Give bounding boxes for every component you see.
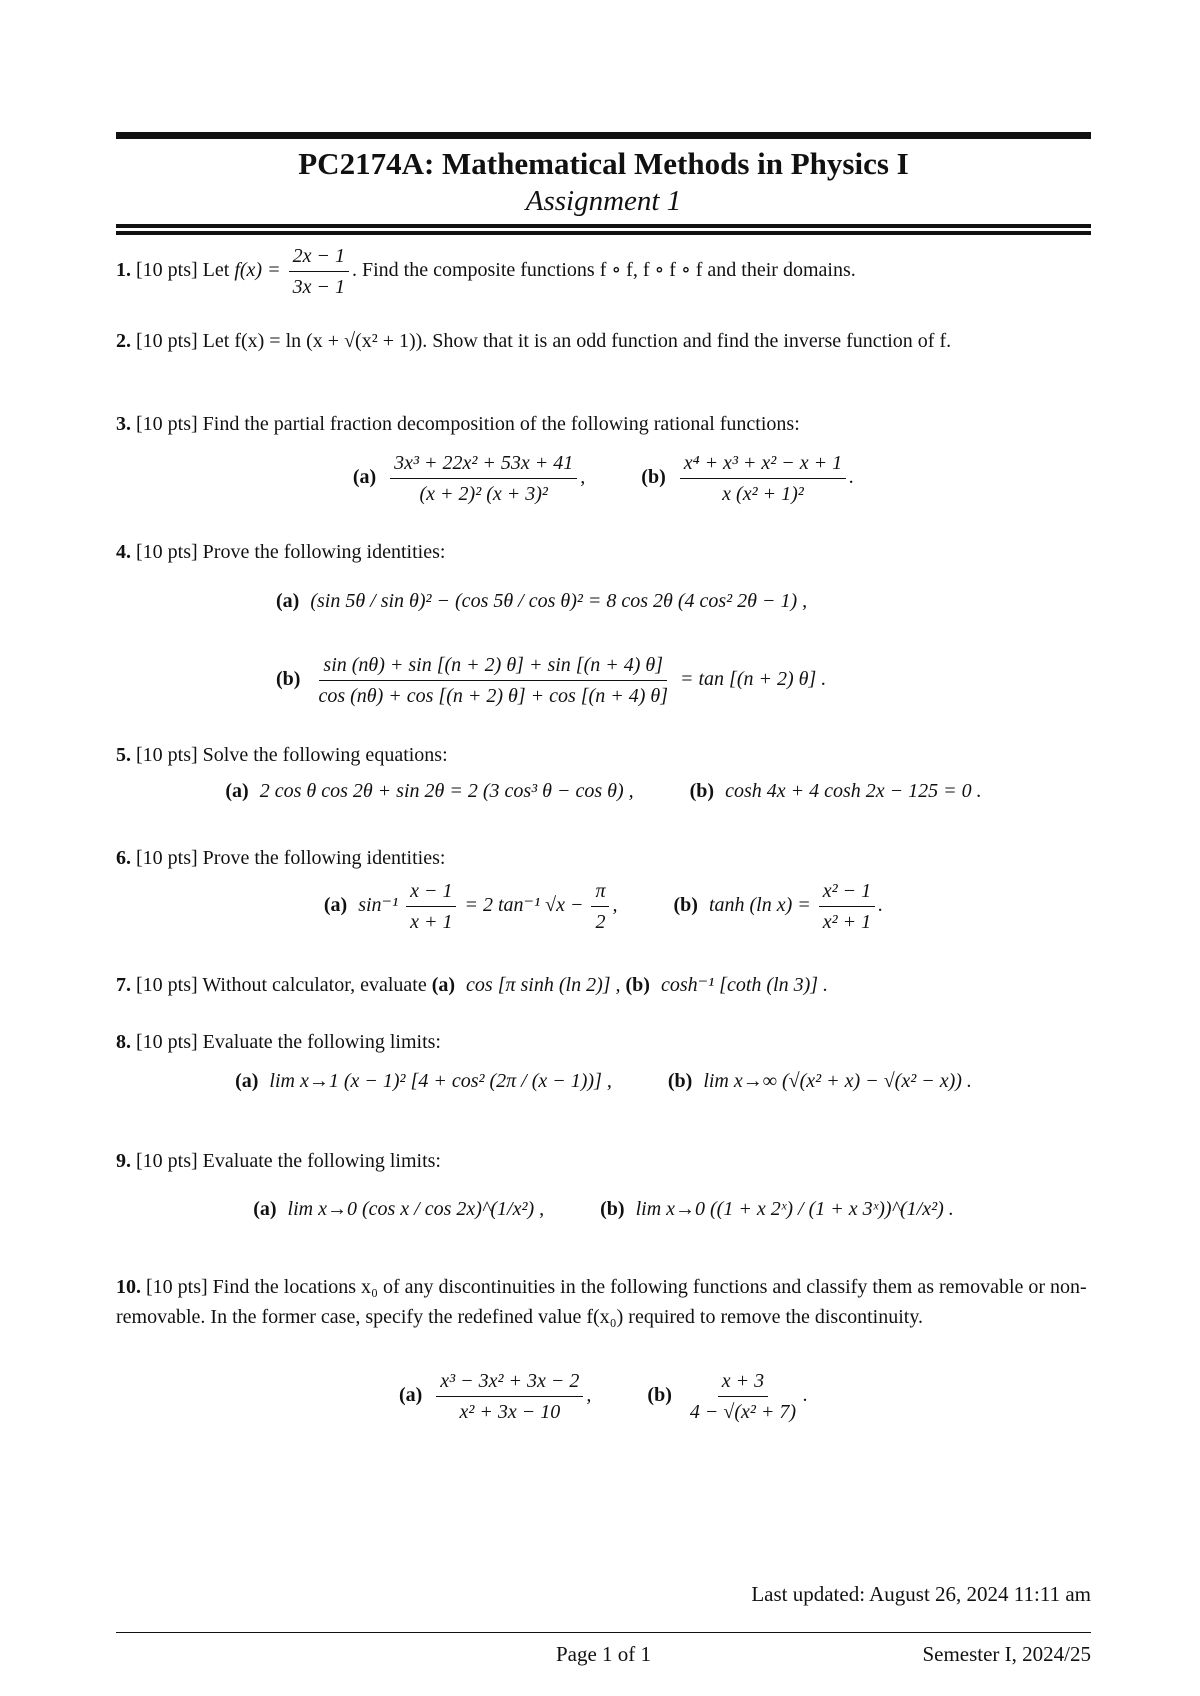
problem-intro: Let <box>202 259 230 282</box>
problem-number: 3. <box>116 413 131 435</box>
fraction-numerator: π <box>591 878 609 907</box>
fraction-numerator: x² − 1 <box>819 878 875 907</box>
fraction-denominator: x (x² + 1)² <box>722 483 804 505</box>
part-a-label: (a) <box>323 894 348 917</box>
part-a-label: (a) <box>431 974 456 996</box>
problem-9 <box>116 1146 1091 1176</box>
problem-text: Find the partial fraction decomposition of the following rational functions: <box>202 413 800 435</box>
fraction-denominator: 3x − 1 <box>292 276 345 298</box>
problem-5 <box>116 740 1091 770</box>
part-a-label: (a) <box>398 1384 423 1407</box>
problem-points: [10 pts] <box>136 541 198 563</box>
part-b-fraction <box>314 652 672 709</box>
part-b-label: (b) <box>600 1198 625 1220</box>
fraction-numerator: x + 3 <box>718 1368 768 1397</box>
part-a-limit: lim x→0 (cos x / cos 2x)^(1/x²) , <box>287 1198 545 1220</box>
problem-points: [10 pts] <box>146 1276 208 1298</box>
problem-text: Find the locations x₀ of any discontinuities in the following functions and classify them as removable or non-removable. In the former case, specify the redefined value f(x₀) required to remove the discontinuity. <box>116 1276 1087 1328</box>
problem-text: Without calculator, evaluate <box>202 974 427 996</box>
problem-text: Prove the following identities: <box>202 541 446 563</box>
part-b-limit: lim x→0 ((1 + x 2ˣ) / (1 + x 3ˣ))^(1/x²) . <box>635 1198 954 1220</box>
part-a-fraction <box>436 1368 583 1425</box>
problem-5-equations <box>116 780 1091 803</box>
problem-number: 2. <box>116 330 131 352</box>
part-a-label: (a) <box>253 1198 277 1220</box>
part-b-label: (b) <box>641 466 666 489</box>
fraction-numerator: 3x³ + 22x² + 53x + 41 <box>390 450 577 479</box>
problem-text: Solve the following equations: <box>202 744 448 766</box>
part-b-fraction <box>819 878 875 935</box>
problem-text: Evaluate the following limits: <box>202 1031 441 1053</box>
problem-9-equations <box>116 1198 1091 1221</box>
part-a-limit: lim x→1 (x − 1)² [4 + cos² (2π / (x − 1))] , <box>269 1070 612 1092</box>
part-b-lhs: tanh (ln x) = <box>708 894 811 917</box>
part-b-label: (b) <box>276 668 301 691</box>
fraction-numerator: x − 1 <box>406 878 456 907</box>
part-a-middle: = 2 tan⁻¹ √x − <box>464 894 584 917</box>
fraction-denominator: 2 <box>595 911 606 933</box>
header-bottom-rule-2 <box>116 231 1091 235</box>
fraction-denominator: (x + 2)² (x + 3)² <box>419 483 548 505</box>
problem-text: Prove the following identities: <box>202 847 446 869</box>
part-a-label: (a) <box>352 466 377 489</box>
part-b-end: . <box>878 894 884 917</box>
problem-points: [10 pts] <box>136 413 198 435</box>
part-b-rhs: = tan [(n + 2) θ] . <box>679 668 827 691</box>
part-b-label: (b) <box>625 974 650 996</box>
fraction-numerator: x⁴ + x³ + x² − x + 1 <box>680 450 846 479</box>
fraction-denominator: x² + 3x − 10 <box>459 1401 561 1423</box>
part-b-fraction <box>680 450 846 507</box>
function-lhs: f(x) = <box>234 259 281 282</box>
problem-text: . Find the composite functions f ∘ f, f ∘ f ∘ f and their domains. <box>351 259 856 282</box>
problem-points: [10 pts] <box>136 974 198 996</box>
fraction-denominator: x + 1 <box>410 911 453 933</box>
problem-number: 10. <box>116 1276 141 1298</box>
pi-over-two-fraction <box>591 878 609 935</box>
function-fraction <box>289 243 349 300</box>
part-b-end: . <box>803 1384 809 1407</box>
problem-8 <box>116 1027 1091 1057</box>
fraction-denominator: x² + 1 <box>822 911 872 933</box>
page-number: Page 1 of 1 <box>555 1642 652 1666</box>
fraction-denominator: cos (nθ) + cos [(n + 2) θ] + cos [(n + 4) θ] <box>318 685 668 707</box>
part-a-label: (a) <box>276 590 300 612</box>
problem-4-part-b <box>276 652 1091 709</box>
problem-points: [10 pts] <box>136 744 198 766</box>
header <box>116 144 1091 218</box>
part-a-fraction <box>406 878 456 935</box>
problem-points: [10 pts] <box>136 1150 198 1172</box>
part-a-fraction <box>390 450 577 507</box>
problem-7 <box>116 970 1091 1000</box>
header-top-rule <box>116 132 1091 139</box>
part-a-equation: 2 cos θ cos 2θ + sin 2θ = 2 (3 cos³ θ − cos θ) , <box>259 780 634 802</box>
part-a-label: (a) <box>235 1070 259 1092</box>
problem-number: 8. <box>116 1031 131 1053</box>
problem-6 <box>116 843 1091 873</box>
part-a-lhs: sin⁻¹ <box>358 894 399 917</box>
last-updated: Last updated: August 26, 2024 11:11 am <box>751 1582 1091 1606</box>
fraction-numerator: sin (nθ) + sin [(n + 2) θ] + sin [(n + 4) θ] <box>319 652 667 681</box>
problem-8-equations <box>116 1070 1091 1093</box>
problem-10-equations <box>116 1368 1091 1425</box>
fraction-numerator: x³ − 3x² + 3x − 2 <box>436 1368 583 1397</box>
problem-text: Evaluate the following limits: <box>202 1150 441 1172</box>
problem-number: 6. <box>116 847 131 869</box>
part-b-limit: lim x→∞ (√(x² + x) − √(x² − x)) . <box>703 1070 972 1092</box>
part-b-end: . <box>849 466 855 489</box>
part-b-label: (b) <box>667 1070 693 1092</box>
problem-4 <box>116 537 1091 567</box>
header-bottom-rule <box>116 224 1091 228</box>
problem-number: 9. <box>116 1150 131 1172</box>
part-a-end: , <box>612 894 618 917</box>
part-b-label: (b) <box>689 780 715 802</box>
part-a-label: (a) <box>225 780 249 802</box>
problem-2 <box>116 326 1091 356</box>
part-a-expression: cos [π sinh (ln 2)] , <box>466 974 621 996</box>
part-b-fraction <box>686 1368 800 1425</box>
fraction-denominator: 4 − √(x² + 7) <box>689 1401 797 1423</box>
part-b-label: (b) <box>647 1384 672 1407</box>
problem-text: Let f(x) = ln (x + √(x² + 1)). Show that it is an odd function and find the inverse function of f. <box>202 330 952 352</box>
semester-label: Semester I, 2024/25 <box>922 1642 1091 1666</box>
document-title: PC2174A: Mathematical Methods in Physics I <box>298 146 909 181</box>
part-b-expression: cosh⁻¹ [coth (ln 3)] . <box>660 974 829 996</box>
problem-6-equations <box>116 878 1091 935</box>
part-a-end: , <box>580 466 586 489</box>
problem-points: [10 pts] <box>136 259 198 282</box>
problem-points: [10 pts] <box>136 1031 198 1053</box>
problem-3 <box>116 409 1091 439</box>
problem-number: 1. <box>116 259 131 282</box>
assignment-page <box>116 0 1091 1696</box>
problem-4-part-a <box>276 590 1091 613</box>
problem-points: [10 pts] <box>136 330 198 352</box>
problem-1 <box>116 243 1091 300</box>
document-subtitle: Assignment 1 <box>525 185 682 217</box>
problem-3-equations <box>116 450 1091 507</box>
part-a-end: , <box>586 1384 592 1407</box>
part-b-label: (b) <box>673 894 698 917</box>
fraction-numerator: 2x − 1 <box>289 243 349 272</box>
footer-rule <box>116 1632 1091 1633</box>
part-b-equation: cosh 4x + 4 cosh 2x − 125 = 0 . <box>725 780 982 802</box>
problem-number: 4. <box>116 541 131 563</box>
part-a-equation: (sin 5θ / sin θ)² − (cos 5θ / cos θ)² = 8 cos 2θ (4 cos² 2θ − 1) , <box>310 590 808 612</box>
problem-number: 7. <box>116 974 131 996</box>
problem-10 <box>116 1272 1091 1332</box>
problem-number: 5. <box>116 744 131 766</box>
problem-points: [10 pts] <box>136 847 198 869</box>
